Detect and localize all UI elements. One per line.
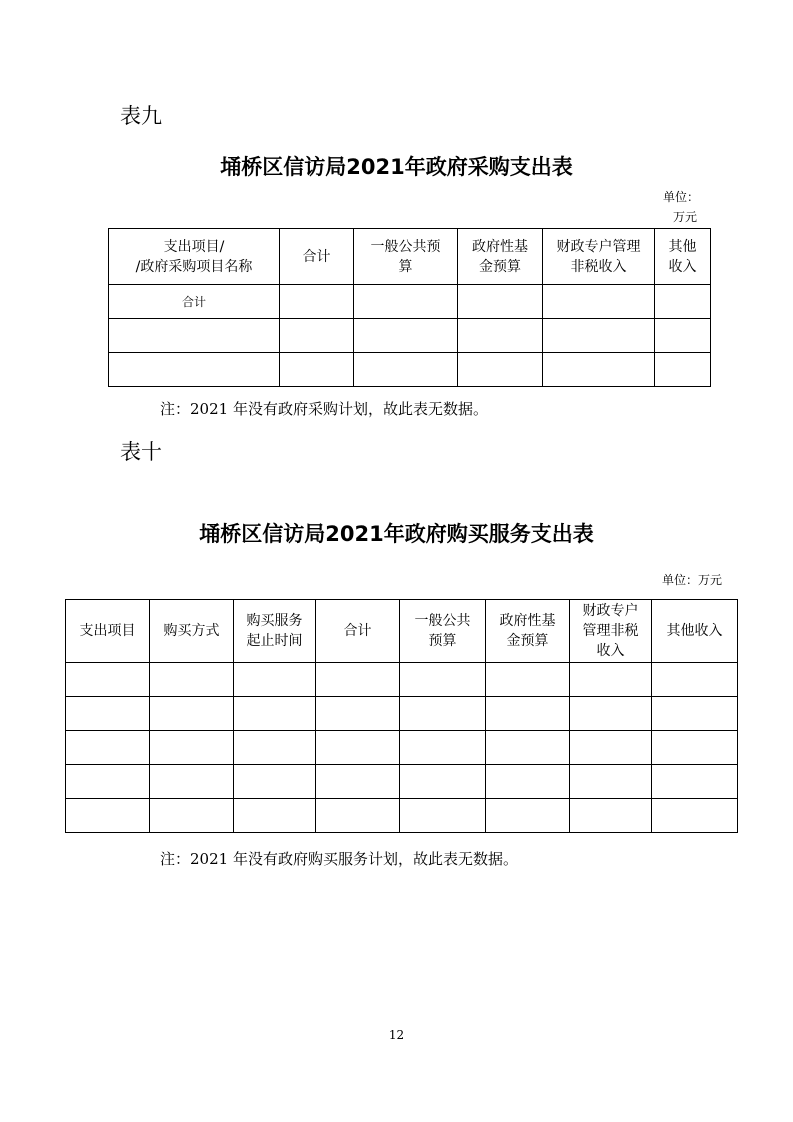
table-cell — [66, 731, 150, 765]
table-cell — [109, 319, 280, 353]
table10-header-cell: 支出项目 — [66, 600, 150, 663]
table9-header-cell: 合计 — [280, 229, 354, 285]
table10-header-cell — [570, 600, 652, 663]
table-cell — [570, 799, 652, 833]
table9-title: 埇桥区信访局2021年政府采购支出表 — [220, 155, 573, 179]
table10-header-cell — [486, 600, 570, 663]
table9-header-cell — [655, 229, 711, 285]
table10-title: 埇桥区信访局2021年政府购买服务支出表 — [199, 522, 594, 546]
table10-header-cell: 其他收入 — [652, 600, 738, 663]
header-text: 财政专户 管理非税 收入 — [582, 603, 639, 659]
table-cell — [109, 353, 280, 387]
table-cell — [652, 697, 738, 731]
table-cell — [486, 765, 570, 799]
table-cell — [316, 799, 400, 833]
table-cell — [486, 799, 570, 833]
table-cell — [543, 285, 655, 319]
table-cell — [150, 765, 234, 799]
table-cell — [570, 765, 652, 799]
table-cell — [150, 697, 234, 731]
section-label-table9: 表九 — [120, 104, 162, 128]
table-row — [66, 731, 738, 765]
table9-header-cell — [109, 229, 280, 285]
table10 — [65, 599, 738, 833]
table10-header-cell — [234, 600, 316, 663]
table10-header-cell: 购买方式 — [150, 600, 234, 663]
table-cell — [486, 731, 570, 765]
table-cell: 合计 — [109, 285, 280, 319]
table-cell — [150, 799, 234, 833]
table-cell — [234, 731, 316, 765]
table-cell — [150, 731, 234, 765]
page-number: 12 — [388, 1028, 405, 1042]
table-cell — [543, 353, 655, 387]
header-text: 政府性基 金预算 — [499, 613, 556, 649]
table-row — [109, 353, 711, 387]
section-label-table10: 表十 — [120, 440, 162, 464]
header-text: 其他 收入 — [668, 238, 697, 275]
table9 — [108, 228, 711, 387]
table-cell — [316, 731, 400, 765]
table-cell — [66, 799, 150, 833]
table9-header-cell — [354, 229, 458, 285]
table-cell — [570, 697, 652, 731]
table-cell — [458, 285, 543, 319]
table-cell — [66, 697, 150, 731]
table10-header-row — [66, 600, 738, 663]
header-text: 一般公共预 算 — [370, 238, 441, 275]
table9-header-cell — [458, 229, 543, 285]
table-cell — [400, 765, 486, 799]
header-text: 购买服务 起止时间 — [246, 613, 303, 649]
table-cell — [486, 663, 570, 697]
header-text: 一般公共 预算 — [414, 613, 471, 649]
table9-header-row — [109, 229, 711, 285]
table-cell — [400, 799, 486, 833]
table-cell — [400, 663, 486, 697]
table-cell — [234, 799, 316, 833]
table-cell — [458, 319, 543, 353]
table-cell — [316, 765, 400, 799]
table-cell — [316, 697, 400, 731]
table10-note: 注：2021 年没有政府购买服务计划，故此表无数据。 — [160, 850, 518, 868]
table-row — [66, 799, 738, 833]
table9-unit-label: 单位： — [663, 190, 700, 204]
header-text: 财政专户管理 非税收入 — [556, 238, 641, 275]
table-cell — [354, 285, 458, 319]
table10-header-cell — [400, 600, 486, 663]
table-cell — [655, 319, 711, 353]
table-cell — [400, 697, 486, 731]
table-cell — [570, 663, 652, 697]
table10-header-cell: 合计 — [316, 600, 400, 663]
table-cell — [66, 765, 150, 799]
table-cell — [280, 285, 354, 319]
table-row — [66, 765, 738, 799]
table-cell — [543, 319, 655, 353]
table-row — [109, 285, 711, 319]
table-row — [109, 319, 711, 353]
table-cell — [458, 353, 543, 387]
table-cell — [655, 353, 711, 387]
table-row — [66, 663, 738, 697]
table-cell — [652, 663, 738, 697]
table-cell — [652, 765, 738, 799]
table-cell — [354, 319, 458, 353]
table-cell — [316, 663, 400, 697]
table9-unit-value: 万元 — [673, 210, 698, 224]
table-cell — [150, 663, 234, 697]
header-text: 支出项目/ /政府采购项目名称 — [135, 238, 253, 275]
table-cell — [280, 319, 354, 353]
table-row — [66, 697, 738, 731]
table-cell — [655, 285, 711, 319]
header-text: 政府性基 金预算 — [472, 238, 528, 275]
table-cell — [66, 663, 150, 697]
table-cell — [354, 353, 458, 387]
table-cell — [234, 663, 316, 697]
table9-header-cell — [543, 229, 655, 285]
table-cell — [570, 731, 652, 765]
table-cell — [652, 799, 738, 833]
table-cell — [234, 765, 316, 799]
table-cell — [234, 697, 316, 731]
table-cell — [400, 731, 486, 765]
table-cell — [280, 353, 354, 387]
table-cell — [652, 731, 738, 765]
table9-note: 注：2021 年没有政府采购计划，故此表无数据。 — [160, 400, 488, 418]
table10-unit: 单位：万元 — [662, 573, 723, 587]
table-cell — [486, 697, 570, 731]
